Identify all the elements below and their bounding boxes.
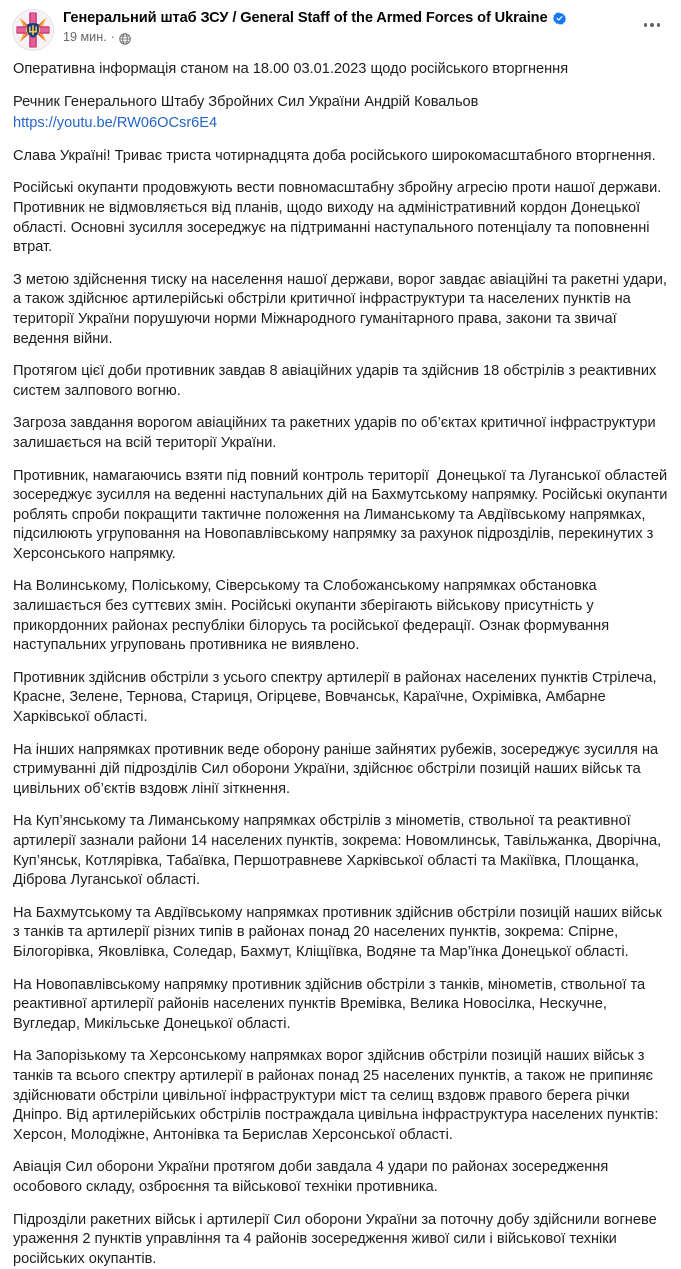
avatar[interactable] xyxy=(12,9,54,51)
post-author-block xyxy=(63,9,669,45)
post-header xyxy=(0,0,681,55)
ellipsis-dot xyxy=(644,23,648,27)
post-paragraph-p-glory: Слава Україні! Триває триста чотирнадцята доба російського широкомасштабного вторгнення. xyxy=(13,147,668,167)
author-name-row xyxy=(63,10,669,27)
post-paragraph-p-pressure: З метою здійснення тиску на населення нашої держави, ворог завдає авіаційні та ракетні удари, а також здійснює артилерійські обстріли критичної інфраструктури та населених пунктів на території України порушуючи норми Міжнародного гуманітарного права, закони та звичаї ведення війни. xyxy=(13,271,668,349)
post-paragraph-p-kupiansk-lyman: На Куп’янському та Лиманському напрямках обстрілів з мінометів, ствольної та реактивної артилерії зазнали райони 14 населених пунктів, зокрема: Новомлинськ, Тавільжанка, Дворічна, Куп’янськ, Котлярівка, Табаївка, Першотравневе Харківської області та Макіївка, Площанка, Діброва Луганської області. xyxy=(13,812,668,890)
avatar-emblem-icon xyxy=(12,9,54,51)
ellipsis-dot xyxy=(650,23,654,27)
page-name-link[interactable]: Генеральний штаб ЗСУ / General Staff of the Armed Forces of Ukraine xyxy=(63,10,548,27)
post-options-button[interactable] xyxy=(637,14,667,36)
post-meta-row xyxy=(63,30,669,45)
post-paragraph-p-bakhmut-avdiivka: На Бахмутському та Авдіївському напрямках противник здійснив обстріли позицій наших військ з танків та артилерії різних типів в районах понад 20 населених пунктів, зокрема: Спірне, Білогорівка, Яковлівка, Соледар, Бахмут, Кліщіївка, Водяне та Мар’їнка Донецької області. xyxy=(13,904,668,963)
post-paragraph-p-other-axes: На інших напрямках противник веде оборону раніше зайнятих рубежів, зосереджує зусилля на стримуванні дій підрозділів Сил оборони України, здійснює обстріли позицій наших військ та цивільних об’єктів вздовж лінії зіткнення. xyxy=(13,741,668,800)
post-paragraph-p-bakhmut-axis: Противник, намагаючись взяти під повний контроль території Донецької та Луганської областей зосереджує зусилля на веденні наступальних дій на Бахмутському напрямку. Російські окупанти роблять спроби покращити тактичне положення на Лиманському та Авдіївському напрямках, підсилюють угруповання на Новопавлівському напрямку за рахунок підрозділів, перекинутих з Херсонського напрямку. xyxy=(13,467,668,565)
post-paragraph-p-strikes-count: Протягом цієї доби противник завдав 8 авіаційних ударів та здійснив 18 обстрілів з реактивних систем залпового вогню. xyxy=(13,362,668,401)
post-external-link[interactable]: https://youtu.be/RW06OCsr6E4 xyxy=(13,115,217,131)
post-timestamp[interactable]: 19 мин. xyxy=(63,30,107,45)
post-paragraph-p-aviation: Авіація Сил оборони України протягом доби завдала 4 удари по районах зосередження особового складу, озброєння та військової техніки противника. xyxy=(13,1158,668,1197)
ellipsis-dot xyxy=(657,23,661,27)
post-paragraph-p-aggression: Російські окупанти продовжують вести повномасштабну збройну агресію проти нашої держави. Противник не відмовляється від планів, щодо виходу на адміністративний кордон Донецької області. Основні зусилля зосереджує на підтриманні наступального потенціалу та поповненні втрат. xyxy=(13,179,668,257)
post-paragraph-p-artillery: Підрозділи ракетних військ і артилерії Сил оборони України за поточну добу здійснили вогневе ураження 2 пунктів управління та 4 районів зосередження живої сили і військової техніки російських окупантів. xyxy=(13,1211,668,1269)
verified-badge-icon[interactable] xyxy=(553,12,566,25)
post-paragraph-p-link xyxy=(13,114,668,134)
post-paragraph-p-kharkiv-shelling: Противник здійснив обстріли з усього спектру артилерії в районах населених пунктів Стрілеча, Красне, Зелене, Тернова, Стариця, Огірцеве, Вовчанськ, Караїчне, Охрімівка, Амбарне Харківської області. xyxy=(13,669,668,728)
post-paragraph-p-novopavlivka: На Новопавлівському напрямку противник здійснив обстріли з танків, мінометів, ствольної та реактивної артилерії районів населених пунктів Времівка, Велика Новосілка, Нескучне, Вугледар, Микільське Донецької області. xyxy=(13,976,668,1035)
post-paragraph-p-title: Оперативна інформація станом на 18.00 03.01.2023 щодо російського вторгнення xyxy=(13,60,668,80)
globe-icon[interactable] xyxy=(119,33,131,45)
post-message-text xyxy=(0,55,681,1269)
post-paragraph-p-spokesman: Речник Генерального Штабу Збройних Сил України Андрій Ковальов xyxy=(13,93,668,113)
meta-separator: · xyxy=(111,30,115,45)
post-paragraph-p-zaporizhzhia-kherson: На Запорізькому та Херсонському напрямках ворог здійснив обстріли позицій наших військ з танків та всього спектру артилерії в районах понад 25 населених пунктів, а також не припиняє здійснювати обстріли цивільної інфраструктури міст та селищ вздовж правого берега річки Дніпро. Від артилерійських обстрілів постраждала цивільна інфраструктура населених пунктів: Херсон, Молодіжне, Антонівка та Берислав Херсонської області. xyxy=(13,1047,668,1145)
post-paragraph-p-threat: Загроза завдання ворогом авіаційних та ракетних ударів по об’єктах критичної інфраструктури залишається на всій території України. xyxy=(13,414,668,453)
post-paragraph-p-north-axes: На Волинському, Поліському, Сіверському та Слобожанському напрямках обстановка залишається без суттєвих змін. Російські окупанти зберігають військову присутність у прикордонних районах республіки білорусь та російської федерації. Ознак формування наступальних угруповань противника не виявлено. xyxy=(13,577,668,655)
